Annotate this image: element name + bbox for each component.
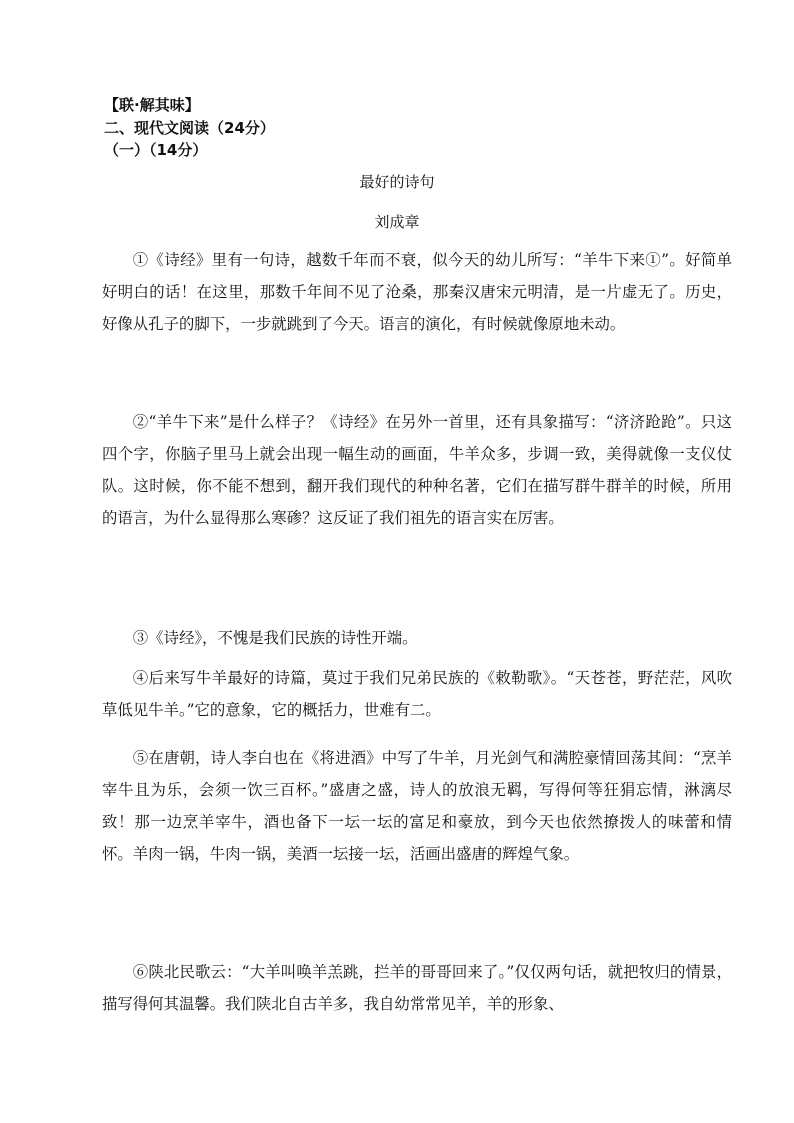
paragraph-3: ③《诗经》，不愧是我们民族的诗性开端。 [132, 629, 418, 647]
article-title: 最好的诗句 [359, 173, 435, 191]
paragraph-5: ⑤在唐朝，诗人李白也在《将进酒》中写了牛羊，月光剑气和满腔豪情回荡其间：“烹羊宰牛且为乐，会须一饮三百杯。”盛唐之盛，诗人的放浪无羁，写得何等狂狷忘情，淋漓尽致！那一边烹羊宰牛，酒也备下一坛一坛的富足和豪放，到今天也依然撩拨人的味蕾和情怀。羊肉一锅，牛肉一锅，美酒一坛接一坛，活画出盛唐的辉煌气象。 [102, 749, 732, 863]
paragraph-6: ⑥陕北民歌云：“大羊叫唤羊羔跳，拦羊的哥哥回来了。”仅仅两句话，就把牧归的情景，描写得何其温馨。我们陕北自古羊多，我自幼常常见羊，羊的形象、 [102, 963, 732, 1013]
section-title: 二、现代文阅读（24分） [104, 119, 275, 137]
paragraph-4: ④后来写牛羊最好的诗篇，莫过于我们兄弟民族的《敕勒歌》。“天苍苍，野茫茫，风吹草低见牛羊。”它的意象，它的概括力，世难有二。 [102, 669, 732, 719]
part-title: （一）（14分） [104, 141, 208, 159]
paragraph-2: ②“羊牛下来”是什么样子？《诗经》在另外一首里，还有具象描写：“济济跄跄”。只这四个字，你脑子里马上就会出现一幅生动的画面，牛羊众多，步调一致，美得就像一支仪仗队。这时候，你不能不想到，翻开我们现代的种种名著，它们在描写群牛群羊的时候，所用的语言，为什么显得那么寒碜？这反证了我们祖先的语言实在厉害。 [102, 413, 732, 527]
paragraph-1: ①《诗经》里有一句诗，越数千年而不衰，似今天的幼儿所写：“羊牛下来①”。好简单好明白的话！在这里，那数千年间不见了沧桑，那秦汉唐宋元明清，是一片虚无了。历史，好像从孔子的脚下，一步就跳到了今天。语言的演化，有时候就像原地未动。 [102, 251, 732, 333]
section-tag: 【联·解其味】 [104, 96, 200, 114]
article-author: 刘成章 [374, 213, 420, 231]
